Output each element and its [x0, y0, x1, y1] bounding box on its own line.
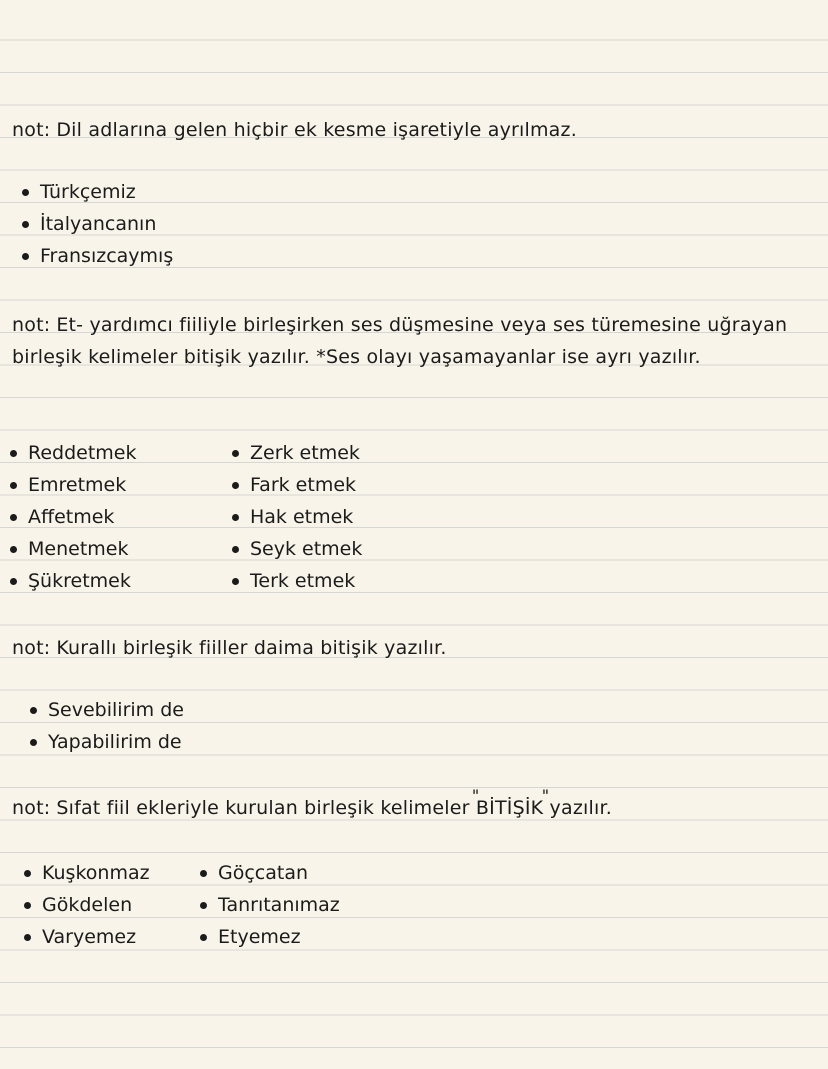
note-2-list-left — [6, 437, 137, 597]
note-2-list-right — [228, 437, 362, 597]
list-item: Terk etmek — [228, 565, 362, 597]
note-text: Et- yardımcı fiiliyle birleşirken ses düşmesine veya ses türemesine uğrayan birleşik kelimeler bitişik yazılır. *Ses olayı yaşamayanlar ise ayrı yazılır. — [12, 314, 788, 368]
list-item: Seyk etmek — [228, 533, 362, 565]
list-item: Sevebilirim de — [26, 694, 184, 726]
list-item: Hak etmek — [228, 501, 362, 533]
note-4-list-left — [20, 857, 150, 953]
quoted-word: BİTİŞİK — [475, 797, 544, 819]
list-item: Gökdelen — [20, 889, 150, 921]
list-item: Reddetmek — [6, 437, 137, 469]
emphasis-quoted — [471, 786, 550, 824]
note-2 — [12, 309, 812, 373]
list-item: Türkçemiz — [18, 176, 173, 208]
note-1 — [12, 114, 812, 146]
quote-open: " — [471, 786, 480, 805]
note-4 — [12, 786, 812, 824]
list-item: Menetmek — [6, 533, 137, 565]
note-text-before: Sıfat fiil ekleriyle kurulan birleşik kelimeler — [56, 797, 470, 819]
note-prefix: not: — [12, 119, 51, 141]
list-item: Göçcatan — [196, 857, 340, 889]
list-item: Fark etmek — [228, 469, 362, 501]
list-item: Etyemez — [196, 921, 340, 953]
list-item: Zerk etmek — [228, 437, 362, 469]
list-item: Emretmek — [6, 469, 137, 501]
note-3-list — [26, 694, 184, 758]
note-prefix: not: — [12, 314, 51, 336]
list-item: Kuşkonmaz — [20, 857, 150, 889]
list-item: Affetmek — [6, 501, 137, 533]
quote-close: " — [541, 786, 550, 805]
list-item: Tanrıtanımaz — [196, 889, 340, 921]
note-prefix: not: — [12, 797, 51, 819]
list-item: Şükretmek — [6, 565, 137, 597]
note-4-list-right — [196, 857, 340, 953]
note-3 — [12, 632, 812, 664]
list-item: Varyemez — [20, 921, 150, 953]
list-item: Yapabilirim de — [26, 726, 184, 758]
note-text-after: yazılır. — [549, 797, 612, 819]
note-prefix: not: — [12, 637, 51, 659]
list-item: Fransızcaymış — [18, 240, 173, 272]
note-text: Dil adlarına gelen hiçbir ek kesme işaretiyle ayrılmaz. — [56, 119, 577, 141]
list-item: İtalyancanın — [18, 208, 173, 240]
note-text: Kurallı birleşik fiiller daima bitişik yazılır. — [56, 637, 447, 659]
note-1-list — [18, 176, 173, 272]
